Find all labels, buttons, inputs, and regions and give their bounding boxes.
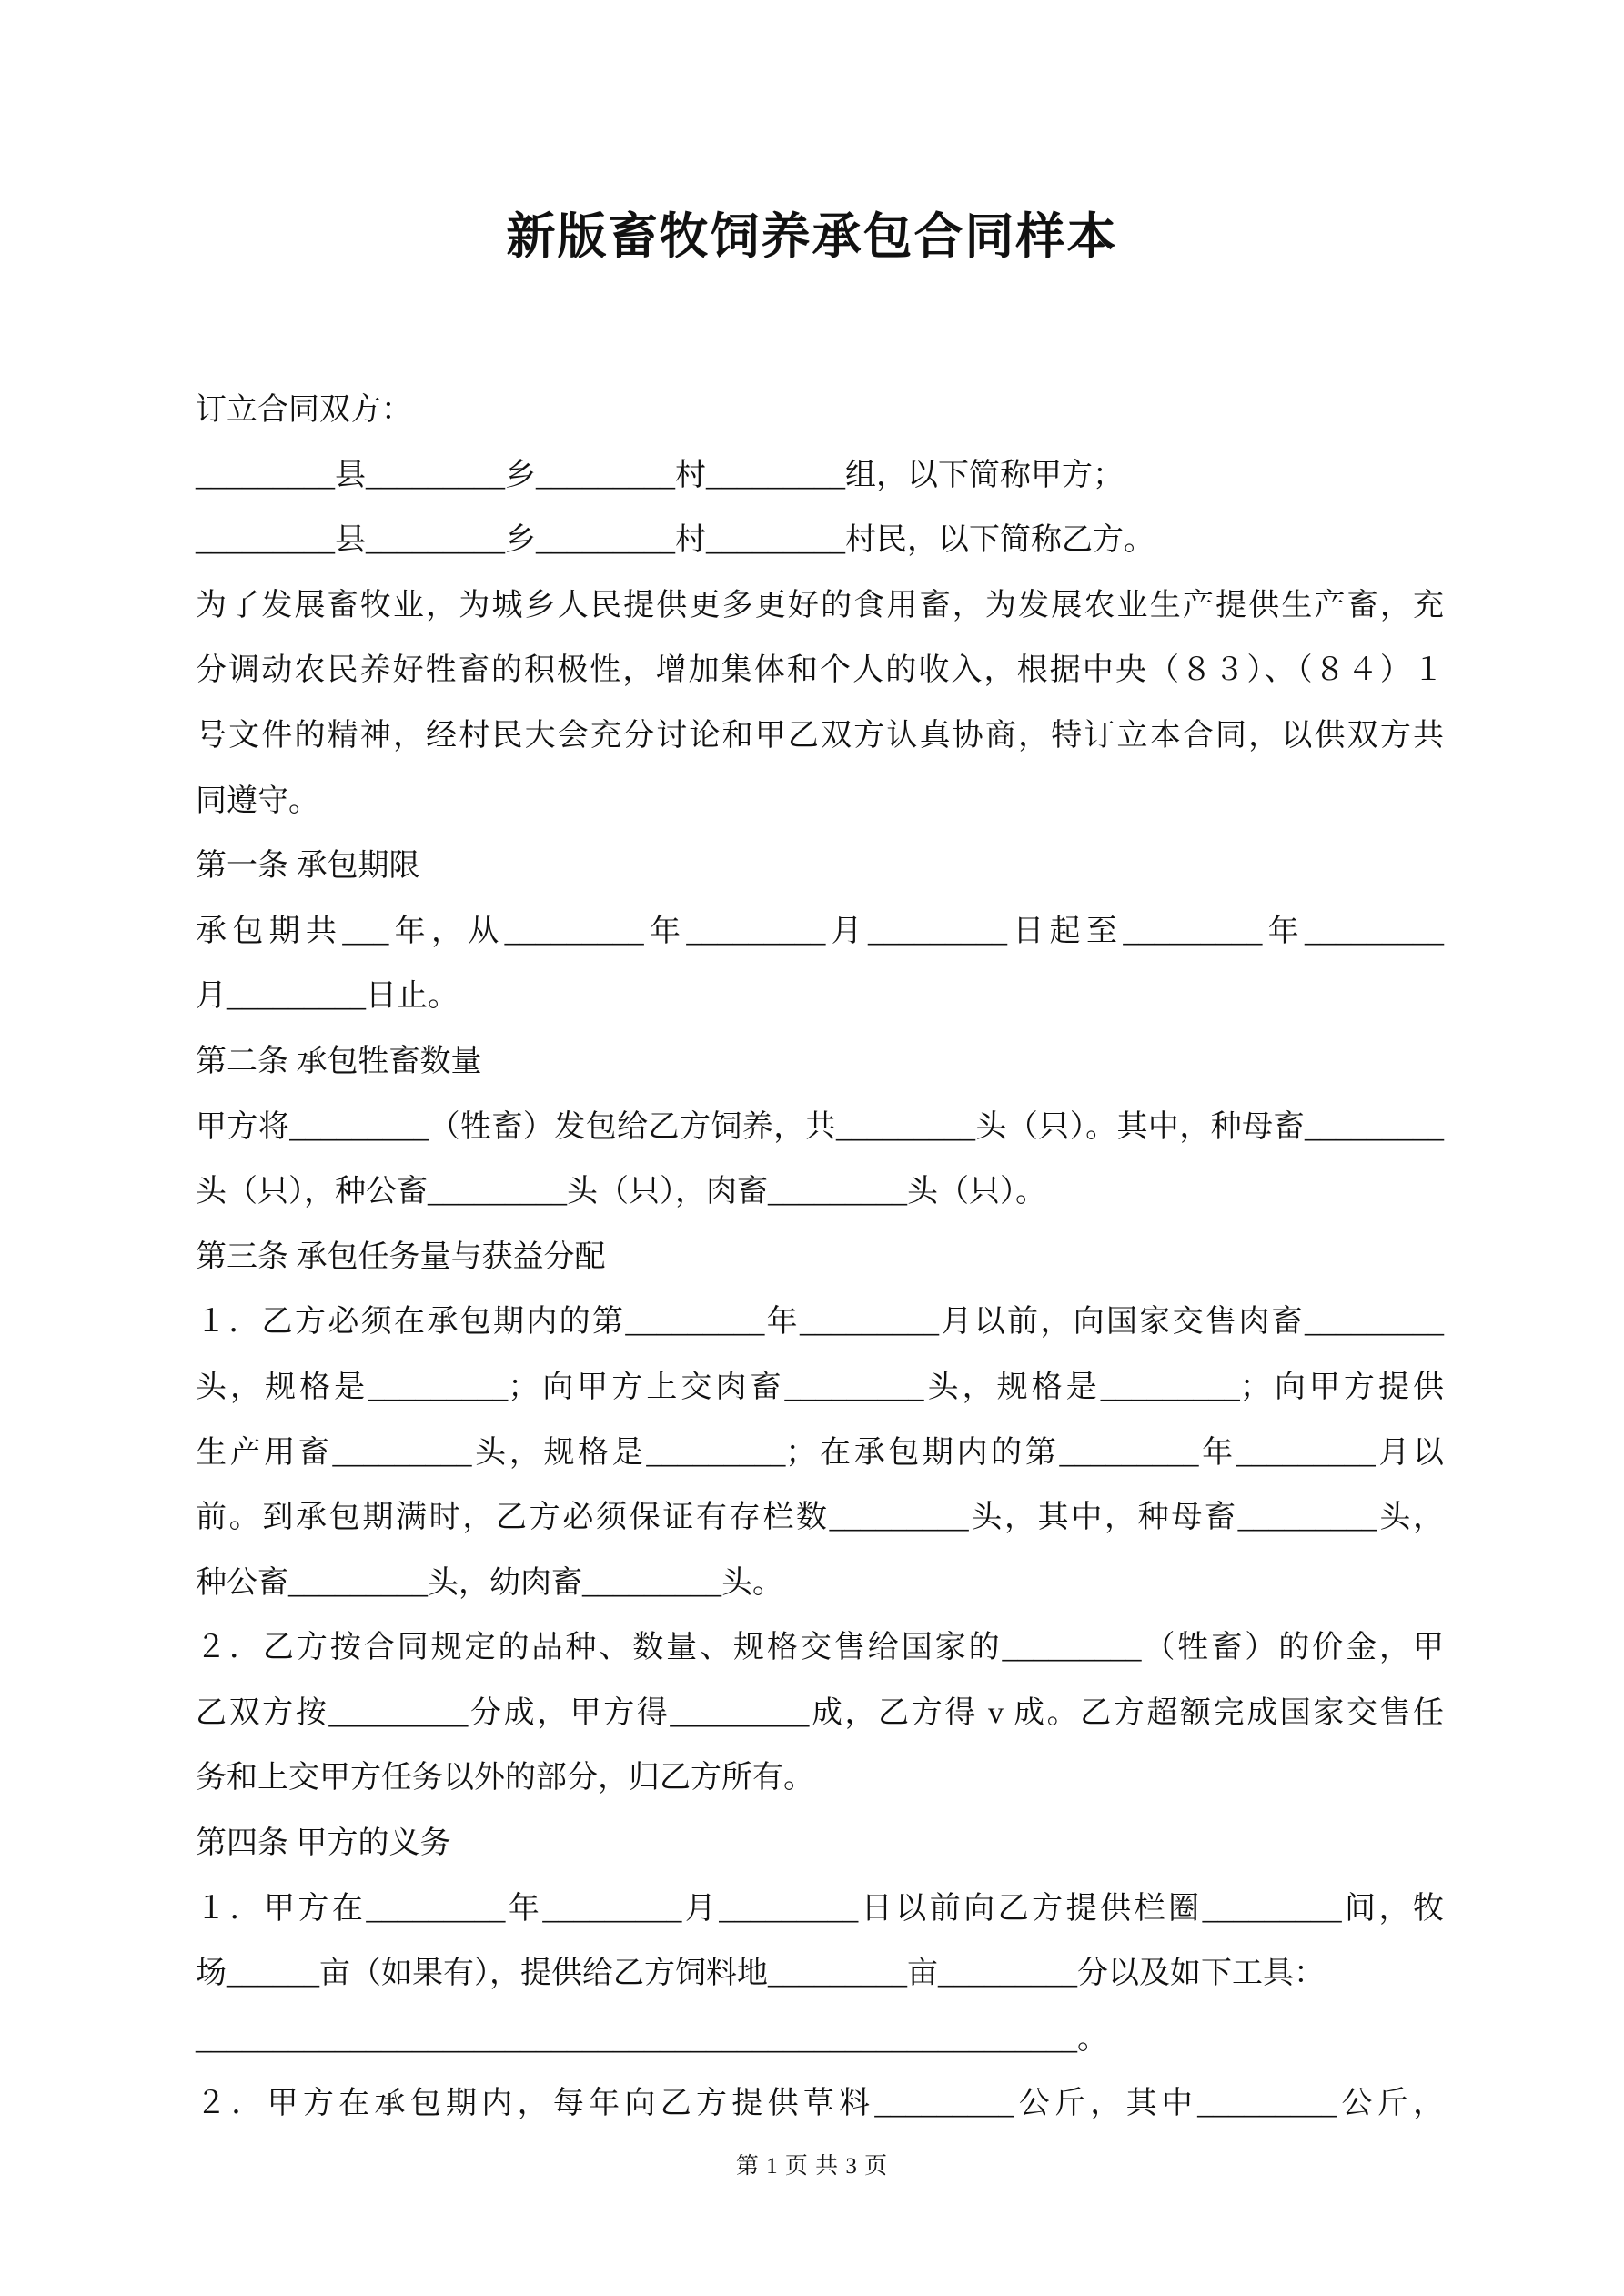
article-4-line: 场______亩（如果有），提供给乙方饲料地_________亩_________分以及如下工具：	[196, 1957, 1325, 1991]
preamble-line: 号文件的精神，经村民大会充分讨论和甲乙双方认真协商，特订立本合同，以供双方共	[196, 718, 1444, 753]
article-3-line: 务和上交甲方任务以外的部分，归乙方所有。	[196, 1761, 814, 1795]
document-body	[196, 378, 1444, 2137]
article-1-heading: 第一条 承包期限	[196, 849, 420, 884]
article-3-line: 生产用畜_________头，规格是_________；在承包期内的第_________年_________月以	[196, 1435, 1444, 1470]
article-4-line: _________________________________________________________。	[196, 2021, 1108, 2056]
article-4-line: １．甲方在_________年_________月_________日以前向乙方提供栏圈_________间，牧	[196, 1891, 1444, 1926]
article-3-line: 种公畜_________头，幼肉畜_________头。	[196, 1565, 783, 1600]
article-3-line: 乙双方按_________分成，甲方得_________成，乙方得 v 成。乙方超额完成国家交售任	[196, 1695, 1444, 1730]
article-1-line: 月_________日止。	[196, 979, 459, 1014]
preamble-line: 分调动农民养好牲畜的积极性，增加集体和个人的收入，根据中央（８３）、（８４）１	[196, 653, 1444, 688]
preamble-line: 同遵守。	[196, 784, 319, 818]
article-3-line: １．乙方必须在承包期内的第_________年_________月以前，向国家交售肉畜_________	[196, 1305, 1444, 1340]
page-footer: 第 1 页 共 3 页	[735, 2154, 889, 2179]
article-3-line: 前。到承包期满时，乙方必须保证有存栏数_________头，其中，种母畜_________头，	[196, 1501, 1444, 1535]
article-3-line: 头，规格是_________；向甲方上交肉畜_________头，规格是_________；向甲方提供	[196, 1370, 1444, 1404]
article-3-line: ２．乙方按合同规定的品种、数量、规格交售给国家的_________（牲畜）的价金，甲	[196, 1631, 1444, 1665]
article-4-heading: 第四条 甲方的义务	[196, 1826, 451, 1861]
article-2-heading: 第二条 承包牲畜数量	[196, 1044, 482, 1078]
article-2-line: 甲方将_________（牲畜）发包给乙方饲养，共_________头（只）。其中，种母畜_________	[196, 1109, 1444, 1144]
party-a-line: _________县_________乡_________村_________组，以下简称甲方；	[196, 458, 1124, 492]
parties-heading: 订立合同双方：	[196, 393, 412, 427]
document-title: 新版畜牧饲养承包合同样本	[506, 209, 1118, 264]
article-4-line: ２．甲方在承包期内，每年向乙方提供草料_________公斤，其中_________公斤，	[196, 2087, 1444, 2121]
article-1-line: 承包期共___年，从_________年_________月_________日起至_________年_________	[196, 914, 1444, 948]
article-3-heading: 第三条 承包任务量与获益分配	[196, 1239, 606, 1274]
article-2-line: 头（只），种公畜_________头（只），肉畜_________头（只）。	[196, 1175, 1046, 1209]
party-b-line: _________县_________乡_________村_________村民，以下简称乙方。	[196, 523, 1155, 558]
preamble-line: 为了发展畜牧业，为城乡人民提供更多更好的食用畜，为发展农业生产提供生产畜，充	[196, 588, 1444, 622]
